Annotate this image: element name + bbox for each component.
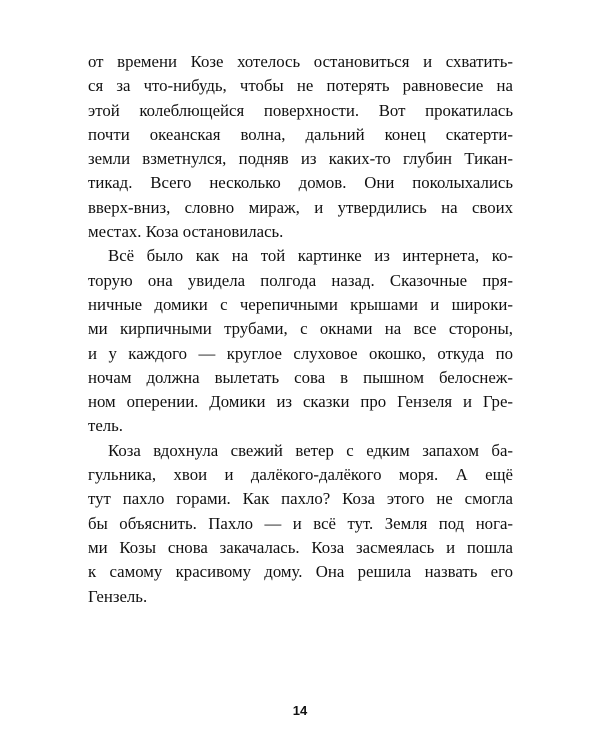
paragraph-3: [88, 439, 513, 609]
text-line: тель.: [88, 416, 124, 436]
paragraph-1: [88, 50, 513, 244]
text-line: ми Козы снова закачалась. Коза засмеялась и пошла: [88, 537, 513, 557]
text-line: ся за что-нибудь, чтобы не потерять равновесие на: [88, 76, 513, 96]
text-line: почти океанская волна, дальний конец скатерти-: [88, 124, 513, 144]
text-line: ночам должна вылетать сова в пышном белоснеж-: [88, 367, 513, 387]
text-line: этой колеблющейся поверхности. Вот прокатилась: [88, 100, 513, 120]
text-line: вверх-вниз, словно мираж, и утвердились на своих: [88, 197, 513, 217]
text-line: и у каждого — круглое слуховое окошко, откуда по: [88, 343, 513, 363]
text-line: бы объяснить. Пахло — и всё тут. Земля под нога-: [88, 513, 513, 533]
text-line: тикад. Всего несколько домов. Они поколыхались: [88, 173, 513, 193]
text-line: местах. Коза остановилась.: [88, 222, 284, 242]
text-line: от времени Козе хотелось остановиться и схватить-: [88, 52, 513, 71]
page-number: 14: [292, 703, 308, 718]
text-line: Коза вдохнула свежий ветер с едким запахом ба-: [108, 440, 513, 460]
text-line: земли взметнулся, подняв из каких-то глубин Тикан-: [88, 149, 513, 169]
text-line: Всё было как на той картинке из интернета, ко-: [108, 246, 513, 266]
text-line: гульника, хвои и далёкого-далёкого моря. А ещё: [88, 465, 513, 485]
text-line: Гензель.: [88, 586, 148, 606]
text-line: ничные домики с черепичными крышами и широки-: [88, 294, 513, 314]
text-line: ми кирпичными трубами, с окнами на все стороны,: [88, 319, 513, 339]
text-line: тут пахло горами. Как пахло? Коза этого не смогла: [88, 489, 513, 509]
text-line: ном оперении. Домики из сказки про Гензеля и Гре-: [88, 392, 513, 412]
text-body: [88, 50, 513, 609]
text-line: к самому красивому дому. Она решила назвать его: [88, 562, 513, 582]
paragraph-2: [88, 244, 513, 438]
text-line: торую она увидела полгода назад. Сказочные пря-: [88, 270, 513, 290]
